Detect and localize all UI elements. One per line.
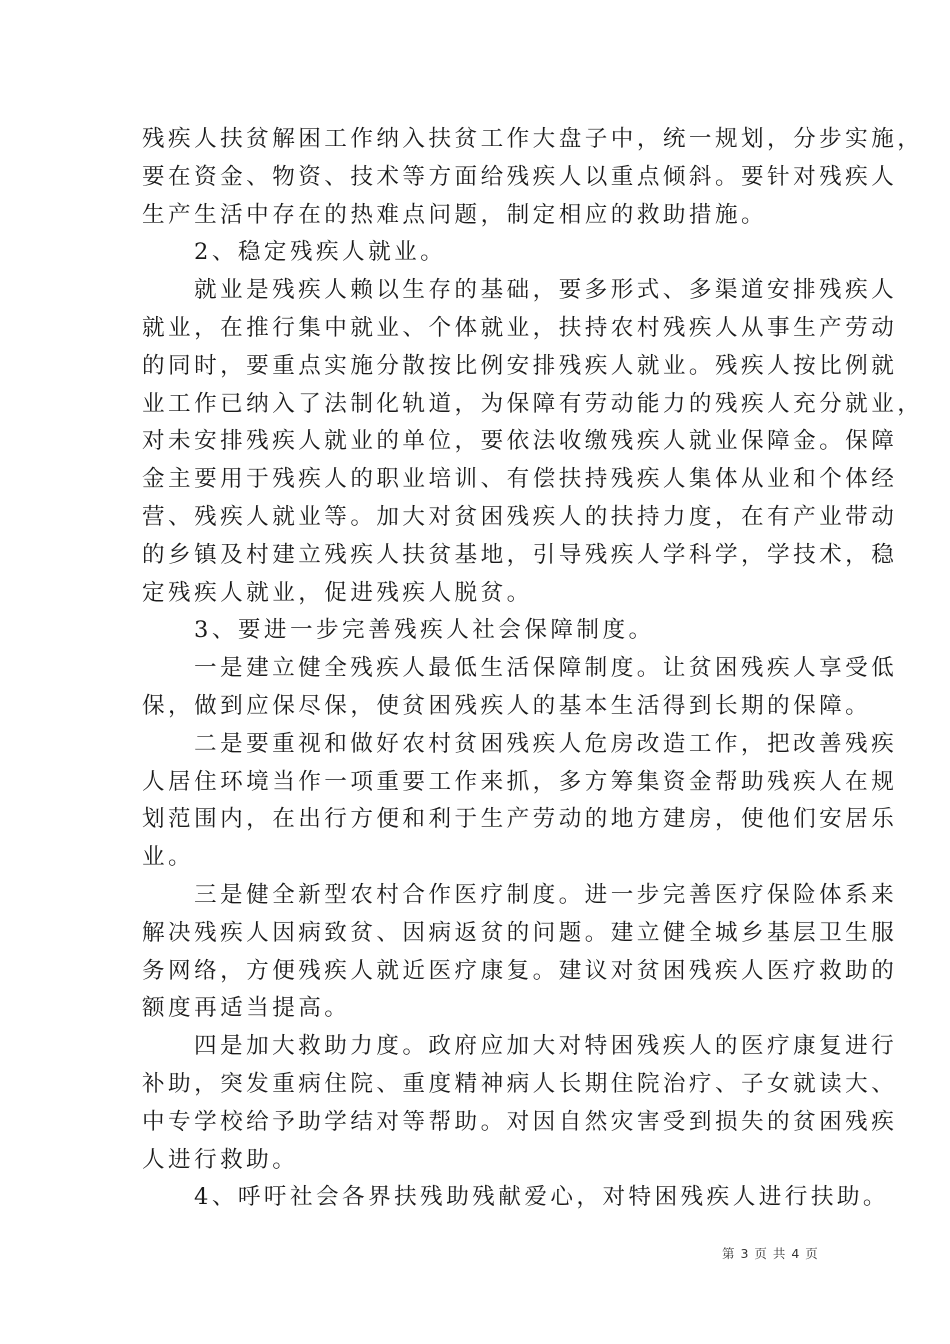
text-line: 的同时，要重点实施分散按比例安排残疾人就业。残疾人按比例就 (142, 352, 898, 379)
text-line: 就业，在推行集中就业、个体就业，扶持农村残疾人从事生产劳动 (142, 314, 898, 341)
text-line: 务网络，方便残疾人就近医疗康复。建议对贫困残疾人医疗救助的 (142, 957, 898, 984)
text-line: 定残疾人就业，促进残疾人脱贫。 (142, 579, 533, 606)
text-line: 人居住环境当作一项重要工作来抓，多方筹集资金帮助残疾人在规 (142, 768, 898, 795)
text-line: 的乡镇及村建立残疾人扶贫基地，引导残疾人学科学，学技术，稳 (142, 541, 898, 568)
text-line: 中专学校给予助学结对等帮助。对因自然灾害受到损失的贫困残疾 (142, 1108, 898, 1135)
text-line: 解决残疾人因病致贫、因病返贫的问题。建立健全城乡基层卫生服 (142, 919, 898, 946)
text-line: 保，做到应保尽保，使贫困残疾人的基本生活得到长期的保障。 (142, 692, 872, 719)
text-line: 金主要用于残疾人的职业培训、有偿扶持残疾人集体从业和个体经 (142, 466, 898, 493)
section-heading: 4、呼吁社会各界扶残助残献爱心，对特困残疾人进行扶助。 (194, 1184, 889, 1211)
text-line: 补助，突发重病住院、重度精神病人长期住院治疗、子女就读大、 (142, 1070, 898, 1097)
paragraph-start: 就业是残疾人赖以生存的基础，要多形式、多渠道安排残疾人 (194, 277, 898, 304)
section-heading: 2、稳定残疾人就业。 (194, 239, 447, 266)
paragraph-start: 四是加大救助力度。政府应加大对特困残疾人的医疗康复进行 (194, 1033, 898, 1060)
text-line: 业。 (142, 844, 195, 871)
paragraph-start: 一是建立健全残疾人最低生活保障制度。让贫困残疾人享受低 (194, 655, 898, 682)
paragraph-start: 三是健全新型农村合作医疗制度。进一步完善医疗保险体系来 (194, 881, 898, 908)
text-line: 额度再适当提高。 (142, 995, 351, 1022)
text-line: 对未安排残疾人就业的单位，要依法收缴残疾人就业保障金。保障 (142, 428, 898, 455)
paragraph-start: 二是要重视和做好农村贫困残疾人危房改造工作，把改善残疾 (194, 730, 898, 757)
section-heading: 3、要进一步完善残疾人社会保障制度。 (194, 617, 655, 644)
text-line: 营、残疾人就业等。加大对贫困残疾人的扶持力度，在有产业带动 (142, 503, 898, 530)
text-line: 人进行救助。 (142, 1146, 299, 1173)
text-line: 生产生活中存在的热难点问题，制定相应的救助措施。 (142, 201, 768, 228)
document-body (142, 121, 924, 1217)
page-number-footer: 第 3 页 共 4 页 (722, 1246, 819, 1261)
text-line: 要在资金、物资、技术等方面给残疾人以重点倾斜。要针对残疾人 (142, 163, 898, 190)
text-line: 残疾人扶贫解困工作纳入扶贫工作大盘子中，统一规划，分步实施， (142, 126, 924, 152)
text-line: 划范围内，在出行方便和利于生产劳动的地方建房，使他们安居乐 (142, 806, 898, 833)
text-line: 业工作已纳入了法制化轨道，为保障有劳动能力的残疾人充分就业， (142, 390, 924, 417)
